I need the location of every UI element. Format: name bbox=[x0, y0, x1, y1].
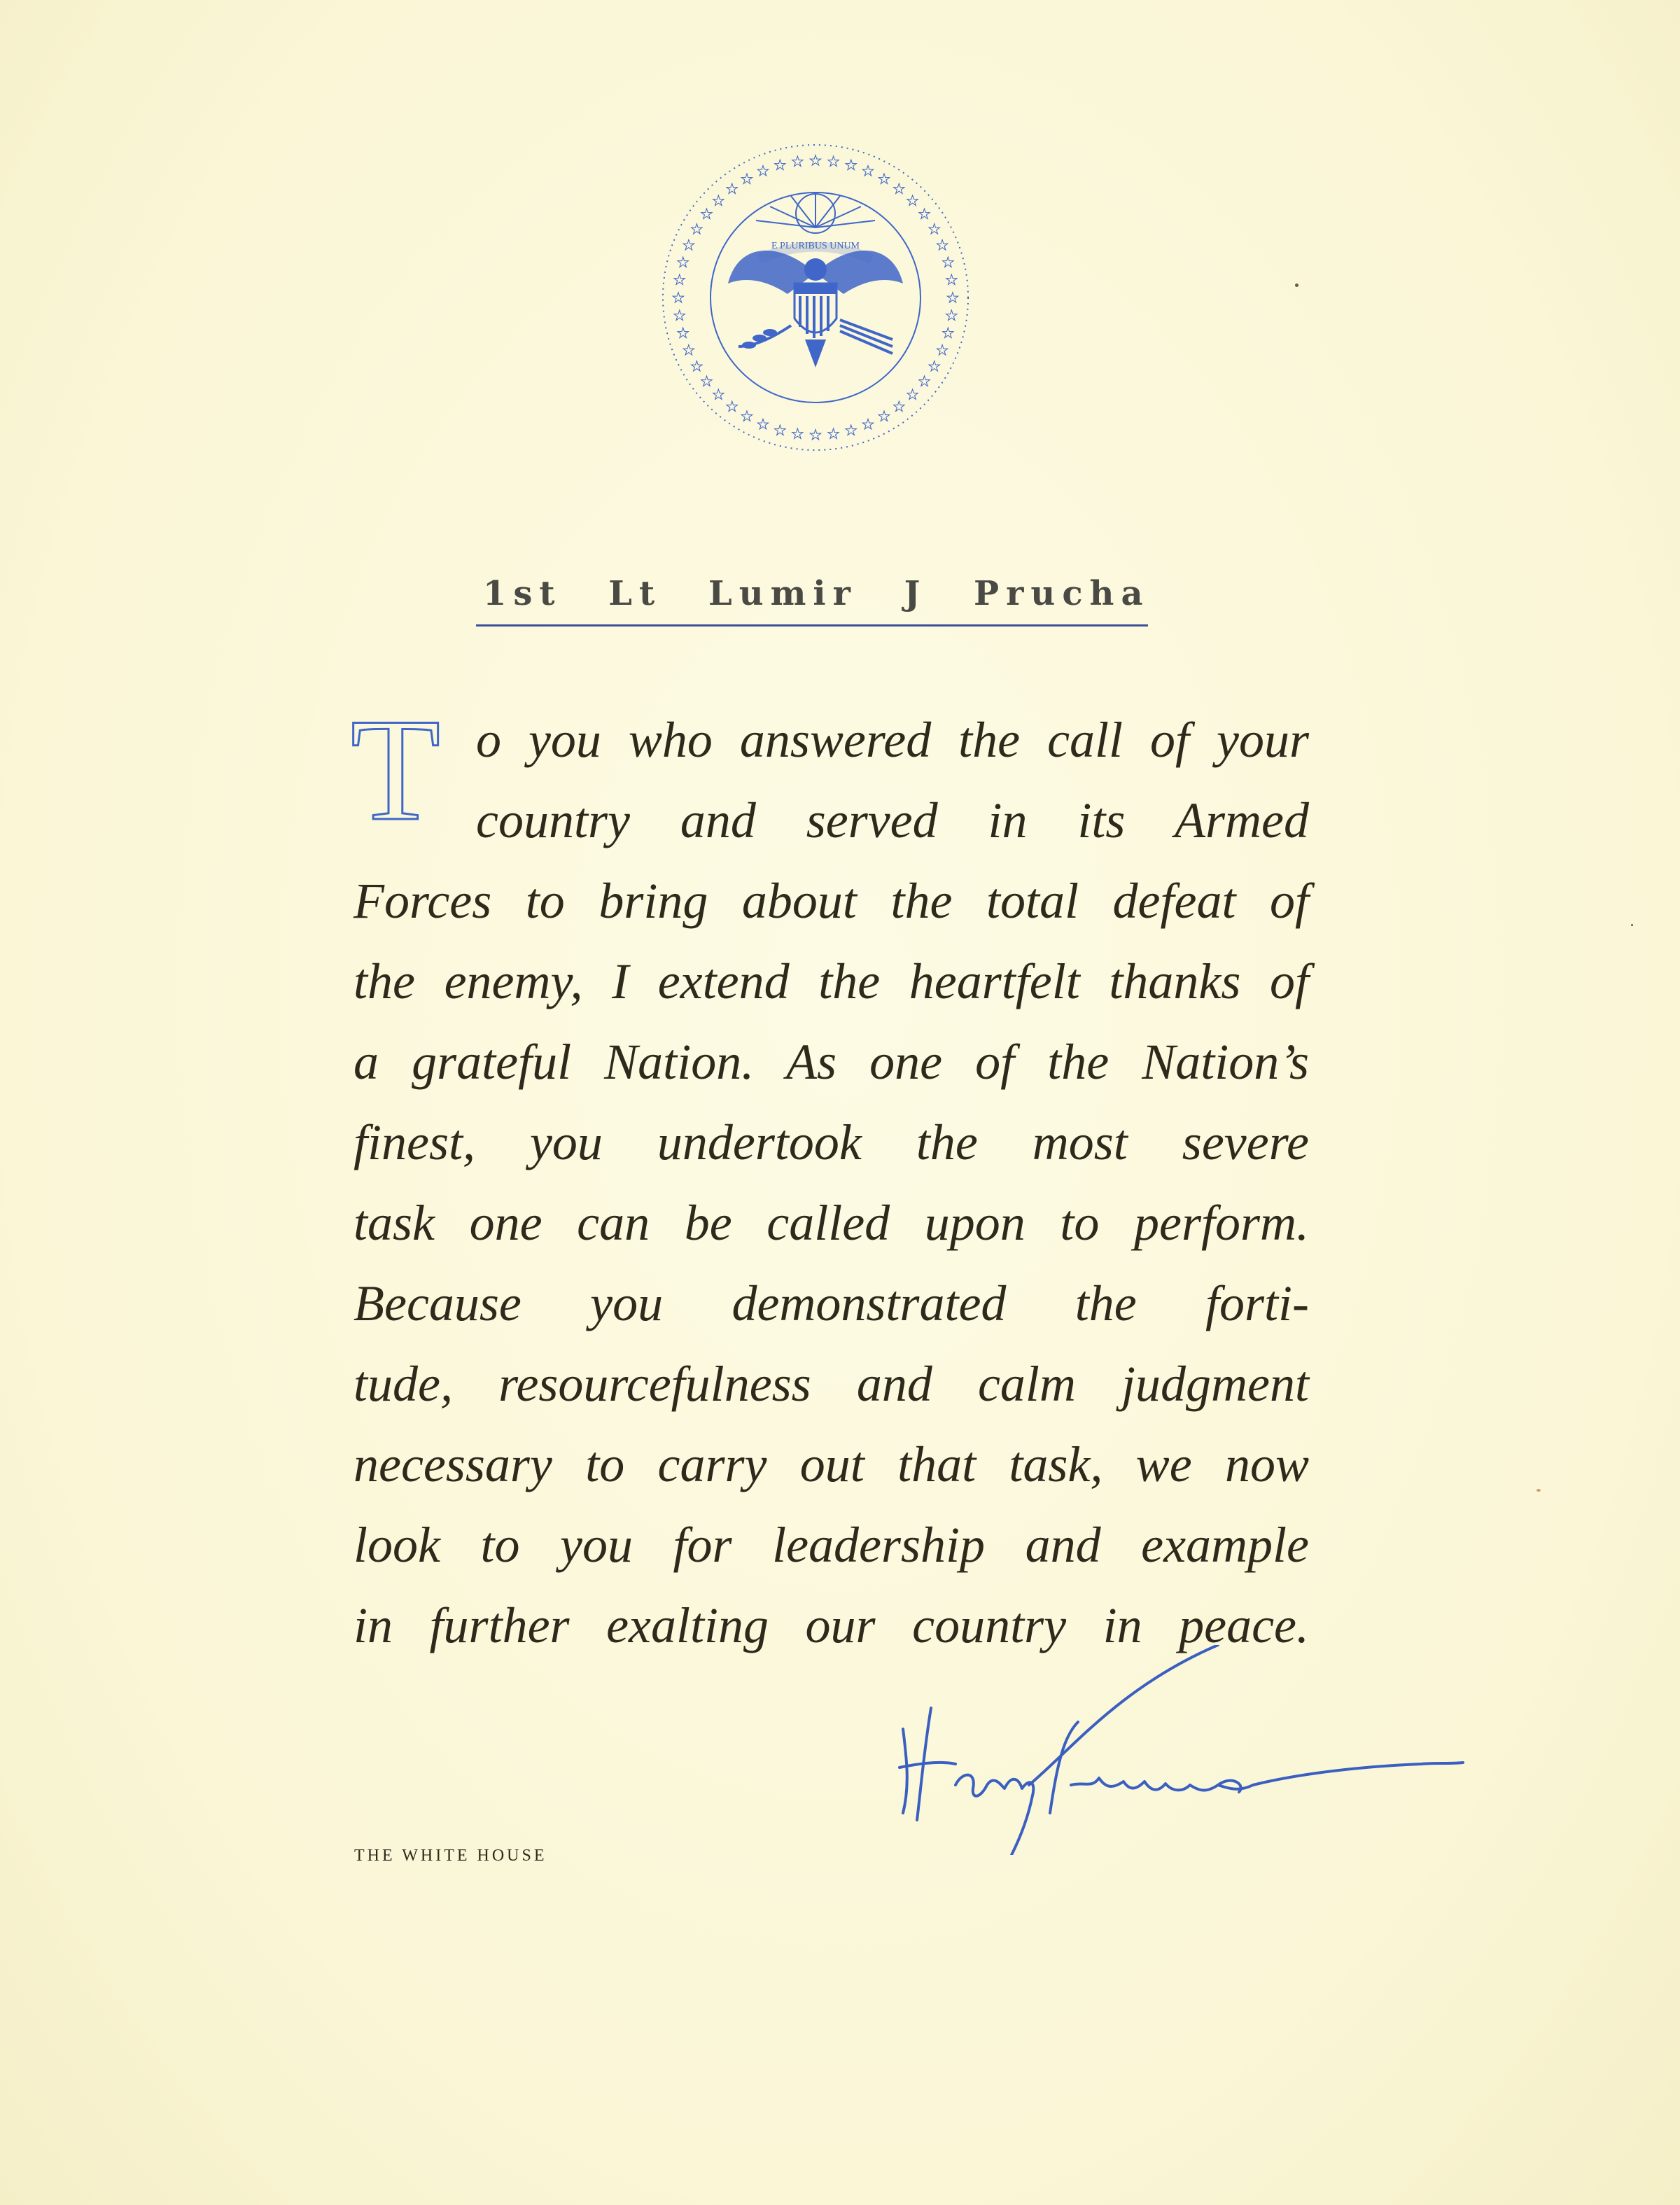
seal-star: ★ bbox=[673, 307, 686, 324]
seal-star: ★ bbox=[941, 324, 955, 342]
body-line: o you who answered the call of your bbox=[476, 712, 1309, 768]
seal-star: ★ bbox=[673, 271, 686, 288]
body-line: country and served in its Armed bbox=[476, 792, 1309, 848]
drop-cap-letter: T bbox=[350, 700, 441, 840]
seal-star: ★ bbox=[809, 152, 822, 169]
seal-star: ★ bbox=[676, 324, 690, 342]
recipient-underline bbox=[476, 624, 1148, 626]
seal-star: ★ bbox=[945, 271, 958, 288]
seal-star: ★ bbox=[946, 289, 959, 306]
seal-star: ★ bbox=[809, 426, 822, 443]
seal-star: ★ bbox=[690, 220, 704, 237]
seal-star: ★ bbox=[682, 237, 695, 253]
recipient-name: 1st Lt Lumir J Prucha bbox=[483, 574, 1150, 613]
body-line: finest, you undertook the most severe bbox=[354, 1114, 1309, 1170]
certificate-body bbox=[354, 700, 1309, 1666]
seal-star: ★ bbox=[862, 416, 874, 433]
white-house-label: THE WHITE HOUSE bbox=[354, 1847, 547, 1865]
seal-star: ★ bbox=[700, 205, 713, 223]
signature bbox=[889, 1645, 1491, 1855]
seal-star: ★ bbox=[725, 180, 738, 197]
seal-star: ★ bbox=[844, 421, 858, 439]
seal-star: ★ bbox=[906, 192, 919, 209]
body-line: Forces to bring about the total defeat of bbox=[354, 873, 1309, 929]
body-line: Because you demonstrated the forti- bbox=[354, 1275, 1309, 1331]
seal-star: ★ bbox=[741, 170, 753, 188]
seal-star: ★ bbox=[862, 162, 874, 179]
seal-star: ★ bbox=[690, 358, 704, 374]
seal-star: ★ bbox=[827, 153, 840, 170]
body-line: in further exalting our country in peace. bbox=[354, 1597, 1309, 1653]
seal-star: ★ bbox=[682, 342, 695, 358]
paper-speck bbox=[1631, 924, 1633, 926]
body-line: look to you for leadership and example bbox=[354, 1517, 1309, 1573]
seal-star: ★ bbox=[676, 253, 690, 271]
seal-star: ★ bbox=[757, 162, 769, 179]
presidential-seal bbox=[654, 136, 976, 458]
seal-star: ★ bbox=[757, 416, 769, 433]
seal-star: ★ bbox=[927, 220, 941, 237]
seal-star: ★ bbox=[725, 398, 738, 415]
seal-star: ★ bbox=[791, 153, 804, 170]
seal-star: ★ bbox=[741, 407, 753, 425]
seal-star: ★ bbox=[945, 307, 958, 324]
paper-speck bbox=[1295, 284, 1298, 287]
body-line: necessary to carry out that task, we now bbox=[354, 1436, 1309, 1492]
recipient-block bbox=[476, 574, 1148, 630]
seal-motto: E PLURIBUS UNUM bbox=[771, 241, 860, 251]
seal-star: ★ bbox=[791, 425, 804, 442]
seal-star: ★ bbox=[700, 372, 713, 390]
body-line: tude, resourcefulness and calm judgment bbox=[354, 1356, 1309, 1412]
seal-star: ★ bbox=[878, 407, 890, 425]
seal-star: ★ bbox=[936, 342, 949, 358]
seal-star: ★ bbox=[918, 205, 931, 223]
seal-star: ★ bbox=[892, 398, 906, 415]
body-line: task one can be called upon to perform. bbox=[354, 1195, 1309, 1251]
seal-star: ★ bbox=[892, 180, 906, 197]
body-line: the enemy, I extend the heartfelt thanks of bbox=[354, 953, 1309, 1009]
seal-star: ★ bbox=[827, 425, 840, 442]
seal-star: ★ bbox=[941, 253, 955, 271]
seal-star: ★ bbox=[906, 386, 919, 403]
seal-star: ★ bbox=[774, 156, 787, 174]
seal-star: ★ bbox=[712, 386, 725, 403]
seal-star: ★ bbox=[774, 421, 787, 439]
seal-star: ★ bbox=[878, 170, 890, 188]
seal-star: ★ bbox=[918, 372, 931, 390]
seal-star: ★ bbox=[712, 192, 725, 209]
body-line: a grateful Nation. As one of the Nation’s bbox=[354, 1034, 1309, 1090]
paper-speck bbox=[1536, 1489, 1541, 1492]
seal-star: ★ bbox=[936, 237, 949, 253]
seal-star: ★ bbox=[672, 289, 685, 306]
seal-star: ★ bbox=[927, 358, 941, 374]
seal-star: ★ bbox=[844, 156, 858, 174]
